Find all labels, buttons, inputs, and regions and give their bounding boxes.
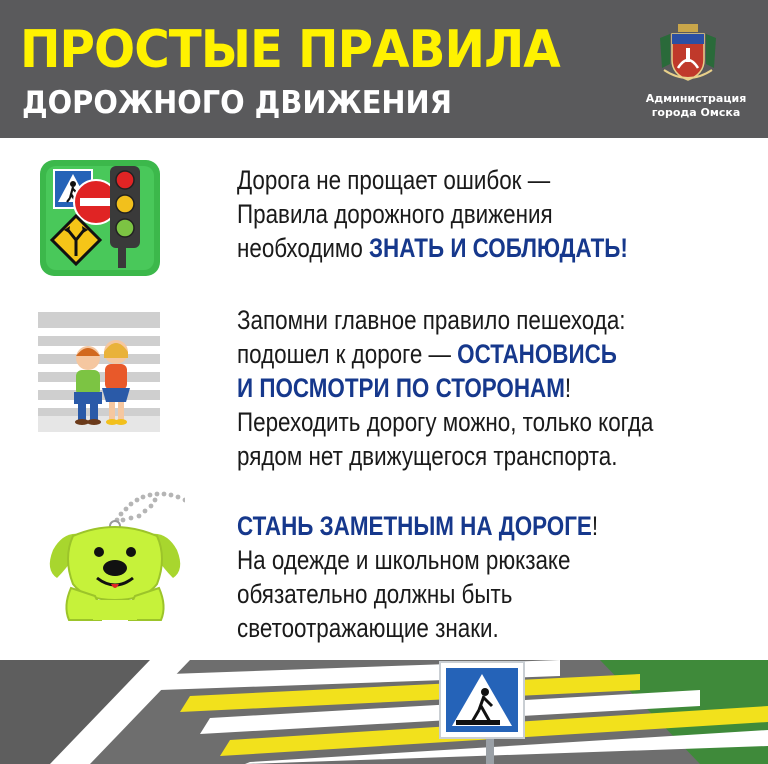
rule-line: Запомни главное правило пешехода: [237,305,626,335]
rule-line: Переходить дорогу можно, только когда [237,407,654,437]
rule-line: Правила дорожного движения [237,199,553,229]
crosswalk-road-illustration [0,660,768,764]
page-subtitle: ДОРОЖНОГО ДВИЖЕНИЯ [22,85,452,121]
rule-highlight: И ПОСМОТРИ ПО СТОРОНАМ [237,373,565,403]
rule-highlight: ЗНАТЬ И СОБЛЮДАТЬ! [369,233,628,263]
rule-2 [237,303,762,473]
organization-line-2: города Омска [651,106,741,119]
header-banner [0,0,768,138]
rule-highlight: ОСТАНОВИСЬ [457,339,617,369]
rule-highlight: СТАНЬ ЗАМЕТНЫМ НА ДОРОГЕ [237,511,592,541]
rule-line: СТАНЬ ЗАМЕТНЫМ НА ДОРОГЕ! [237,511,599,541]
rule-line: На одежде и школьном рюкзаке [237,545,571,575]
road-signs-traffic-light-icon [40,160,160,276]
rule-line: подошел к дороге — ОСТАНОВИСЬ [237,339,617,369]
rule-line: светоотражающие знаки. [237,613,499,643]
rule-line: необходимо ЗНАТЬ И СОБЛЮДАТЬ! [237,233,628,263]
rule-line: рядом нет движущегося транспорта. [237,441,618,471]
page-title: ПРОСТЫЕ ПРАВИЛА [20,20,560,80]
reflective-dog-keychain-icon [45,488,185,624]
organization-name [636,92,756,120]
organization-line-1: Администрация [645,92,747,105]
rule-line: Дорога не прощает ошибок — [237,165,551,195]
rule-line: И ПОСМОТРИ ПО СТОРОНАМ! [237,373,572,403]
city-emblem-icon [656,24,720,82]
rule-1 [237,163,762,265]
rule-line: обязательно должны быть [237,579,513,609]
rule-3 [237,509,762,645]
children-at-crosswalk-icon [38,312,160,432]
